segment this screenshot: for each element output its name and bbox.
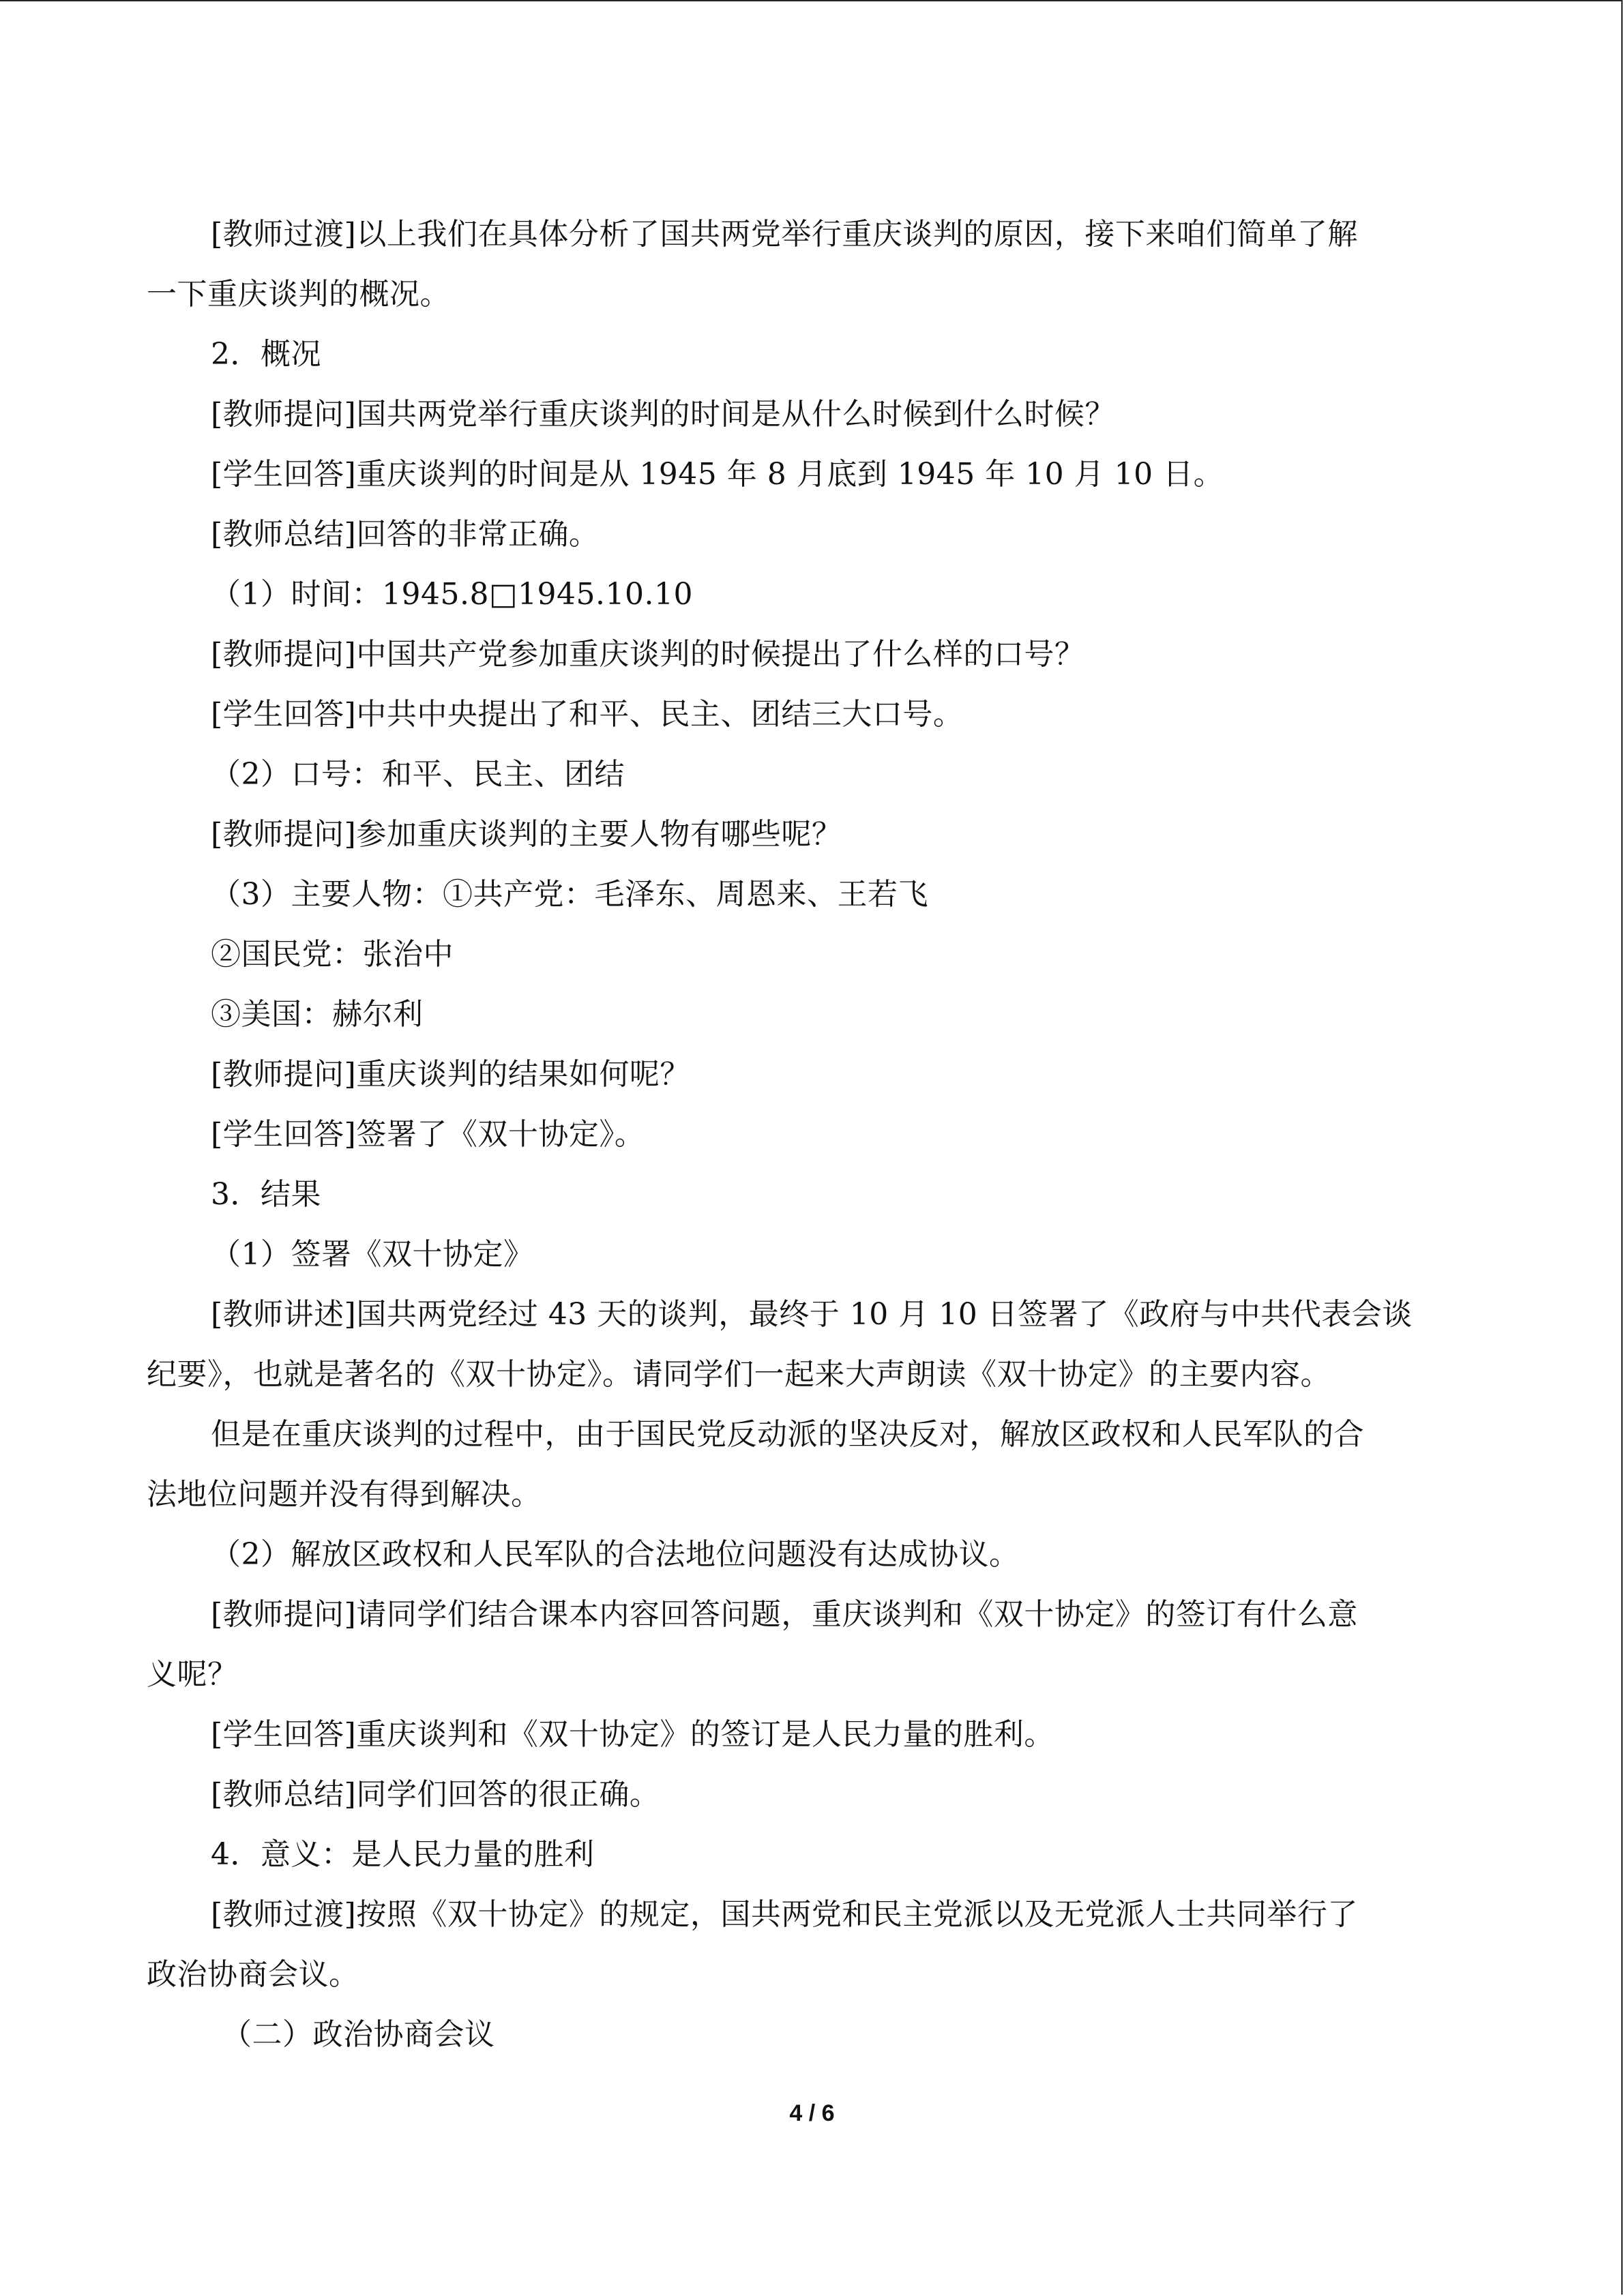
text-line: ③美国：赫尔利 <box>211 997 424 1032</box>
page-number: 4 / 6 <box>789 2100 835 2126</box>
text-line: [教师提问]中国共产党参加重庆谈判的时候提出了什么样的口号？ <box>211 637 1085 672</box>
text-line: （1）签署《双十协定》 <box>211 1237 534 1272</box>
text-line: （2）解放区政权和人民军队的合法地位问题没有达成协议。 <box>211 1537 1020 1572</box>
text-line: [学生回答]中共中央提出了和平、民主、团结三大口号。 <box>211 697 964 732</box>
text-line: [学生回答]签署了《双十协定》。 <box>211 1117 645 1152</box>
text-line: 义呢？ <box>147 1657 238 1692</box>
text-line: （2）口号：和平、民主、团结 <box>211 757 625 792</box>
text-line: ②国民党：张治中 <box>211 937 454 972</box>
section-heading: 3．结果 <box>211 1177 321 1212</box>
text-line: [教师总结]回答的非常正确。 <box>211 517 600 552</box>
section-heading: 2．概况 <box>211 337 321 372</box>
text-line: [教师提问]参加重庆谈判的主要人物有哪些呢？ <box>211 817 842 852</box>
text-line: [学生回答]重庆谈判和《双十协定》的签订是人民力量的胜利。 <box>211 1717 1054 1752</box>
text-line: 政治协商会议。 <box>147 1957 359 1992</box>
text-line: [学生回答]重庆谈判的时间是从 1945 年 8 月底到 1945 年 10 月 10 日。 <box>211 457 1224 492</box>
text-line: [教师提问]请同学们结合课本内容回答问题，重庆谈判和《双十协定》的签订有什么意 <box>211 1597 1358 1632</box>
section-heading: （二）政治协商会议 <box>222 2017 495 2052</box>
document-body <box>147 205 1466 2065</box>
text-line: [教师提问]重庆谈判的结果如何呢？ <box>211 1057 690 1092</box>
text-line: 但是在重庆谈判的过程中，由于国民党反动派的坚决反对，解放区政权和人民军队的合 <box>211 1417 1364 1452</box>
text-line: [教师提问]国共两党举行重庆谈判的时间是从什么时候到什么时候？ <box>211 397 1115 432</box>
section-heading: 4．意义：是人民力量的胜利 <box>211 1837 595 1872</box>
text-line: [教师总结]同学们回答的很正确。 <box>211 1777 660 1812</box>
text-line: 一下重庆谈判的概况。 <box>147 277 450 312</box>
text-line: [教师过渡]以上我们在具体分析了国共两党举行重庆谈判的原因，接下来咱们简单了解 <box>211 217 1358 252</box>
text-line: 法地位问题并没有得到解决。 <box>147 1477 542 1512</box>
text-line: 纪要》，也就是著名的《双十协定》。请同学们一起来大声朗读《双十协定》的主要内容。 <box>147 1357 1331 1392</box>
text-line: （1）时间：1945.8□1945.10.10 <box>211 577 693 612</box>
text-line: [教师过渡]按照《双十协定》的规定，国共两党和民主党派以及无党派人士共同举行了 <box>211 1897 1358 1932</box>
text-line: （3）主要人物：①共产党：毛泽东、周恩来、王若飞 <box>211 877 928 912</box>
text-line: [教师讲述]国共两党经过 43 天的谈判，最终于 10 月 10 日签署了《政府与中共代表会谈 <box>211 1297 1413 1332</box>
